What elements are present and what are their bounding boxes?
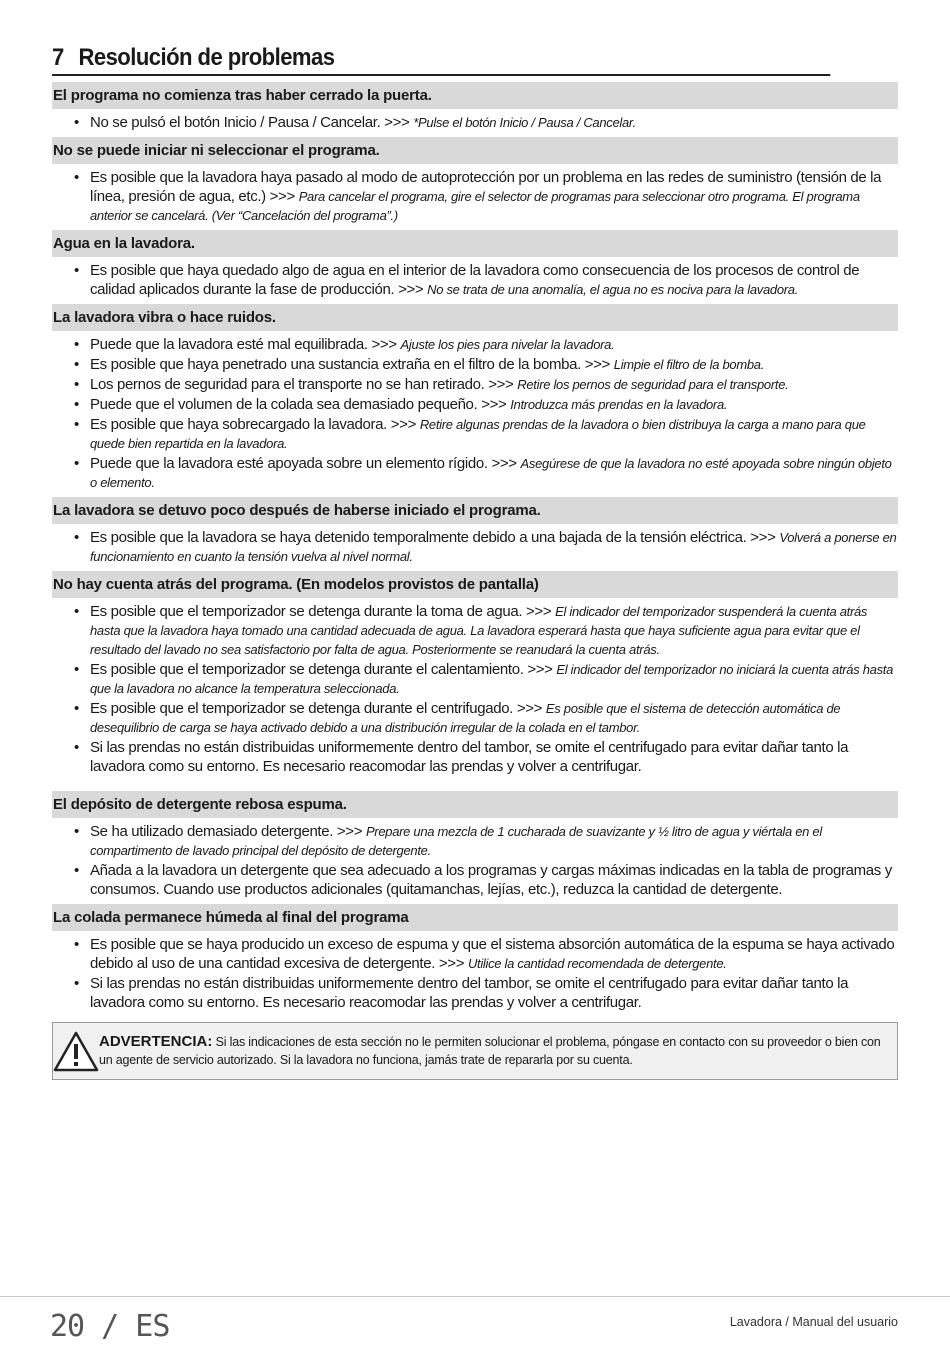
warning-body: Si las indicaciones de esta sección no le permiten solucionar el problema, póngase en contacto con su proveedor o bien con un agente de servicio autorizado. Si la lavadora no funciona, jamás trate de repararla por su cuenta. (99, 1035, 881, 1067)
document-title: Lavadora / Manual del usuario (729, 1315, 898, 1329)
problem-heading: La colada permanece húmeda al final del programa (52, 904, 898, 931)
list-item (90, 454, 898, 492)
problem-heading: La lavadora se detuvo poco después de haberse iniciado el programa. (52, 497, 898, 524)
cause-text: Puede que el volumen de la colada sea demasiado pequeño. >>> (90, 396, 507, 413)
remedy-text: Volverá a ponerse en funcionamiento en cuanto la tensión vuelva al nivel normal. (90, 530, 897, 564)
list-item (90, 822, 898, 860)
warning-triangle-icon (53, 1030, 99, 1072)
warning-box (52, 1022, 898, 1080)
cause-list (52, 822, 898, 899)
cause-text: Es posible que haya penetrado una sustancia extraña en el filtro de la bomba. >>> (90, 356, 610, 373)
remedy-text: Es posible que el sistema de detección automática de desequilibrio de carga se haya activado debido a una distribución irregular de la colada en el tambor. (90, 701, 841, 735)
warning-text (99, 1033, 887, 1069)
problem-section (52, 230, 898, 299)
list-item (90, 528, 898, 566)
remedy-text: Utilice la cantidad recomendada de detergente. (467, 956, 727, 971)
remedy-text: Asegúrese de que la lavadora no esté apoyada sobre ningún objeto o elemento. (90, 456, 892, 490)
list-item (90, 395, 898, 414)
cause-text: Es posible que el temporizador se detenga durante la toma de agua. >>> (90, 603, 552, 620)
list-item (90, 602, 898, 659)
remedy-text: Para cancelar el programa, gire el selector de programas para seleccionar otro programa. El programa anterior se cancelará. (Ver “Cancelación del programa”.) (90, 189, 860, 223)
list-item (90, 375, 898, 394)
problem-section (52, 304, 898, 492)
problem-section (52, 497, 898, 566)
list-item (90, 935, 898, 973)
list-item (90, 699, 898, 737)
problem-heading: No se puede iniciar ni seleccionar el programa. (52, 137, 898, 164)
page-number: 20 / ES (50, 1309, 170, 1344)
cause-text: Es posible que la lavadora se haya detenido temporalmente debido a una bajada de la tensión eléctrica. >>> (90, 529, 776, 546)
cause-text: Es posible que la lavadora haya pasado al modo de autoprotección por un problema en las redes de suministro (tensión de la línea, presión de agua, etc.) >>> (90, 169, 882, 205)
remedy-text: *Pulse el botón Inicio / Pausa / Cancelar. (413, 115, 636, 130)
list-item (90, 335, 898, 354)
page-footer (0, 1296, 950, 1349)
page (52, 44, 898, 1080)
cause-text: Es posible que el temporizador se detenga durante el calentamiento. >>> (90, 661, 553, 678)
problem-heading: El programa no comienza tras haber cerrado la puerta. (52, 82, 898, 109)
cause-text: Es posible que el temporizador se detenga durante el centrifugado. >>> (90, 700, 543, 717)
cause-text: Es posible que haya sobrecargado la lavadora. >>> (90, 416, 417, 433)
remedy-text: Retire algunas prendas de la lavadora o bien distribuya la carga a mano para que quede bien repartida en la lavadora. (90, 417, 866, 451)
list-item (90, 168, 898, 225)
problem-heading: La lavadora vibra o hace ruidos. (52, 304, 898, 331)
cause-text: Si las prendas no están distribuidas uniformemente dentro del tambor, se omite el centrifugado para evitar dañar tanto la lavadora como su entorno. Es necesario reacomodar las prendas y volver a centrifugar. (90, 975, 849, 1011)
troubleshooting-sections (52, 82, 898, 1012)
problem-section (52, 571, 898, 791)
remedy-text: Limpie el filtro de la bomba. (613, 357, 765, 372)
list-item (90, 113, 898, 132)
problem-heading: No hay cuenta atrás del programa. (En modelos provistos de pantalla) (52, 571, 898, 598)
remedy-text: Ajuste los pies para nivelar la lavadora. (400, 337, 615, 352)
problem-heading: Agua en la lavadora. (52, 230, 898, 257)
remedy-text: Retire los pernos de seguridad para el transporte. (517, 377, 789, 392)
chapter-title (52, 44, 830, 76)
cause-text: Se ha utilizado demasiado detergente. >>> (90, 823, 363, 840)
cause-text: Es posible que haya quedado algo de agua en el interior de la lavadora como consecuencia de los procesos de control de calidad aplicados durante la fase de producción. >>> (90, 262, 860, 298)
cause-list (52, 602, 898, 776)
cause-text: Es posible que se haya producido un exceso de espuma y que el sistema absorción automática de la espuma se haya activado debido al uso de una cantidad excesiva de detergente. >>> (90, 936, 895, 972)
list-item (90, 415, 898, 453)
cause-list (52, 335, 898, 492)
list-item (90, 861, 898, 899)
problem-heading: El depósito de detergente rebosa espuma. (52, 791, 898, 818)
section-spacer (52, 781, 898, 791)
cause-text: Puede que la lavadora esté apoyada sobre un elemento rígido. >>> (90, 455, 517, 472)
remedy-text: Prepare una mezcla de 1 cucharada de suavizante y ½ litro de agua y viértala en el compartimento de lavado principal del depósito de detergente. (90, 824, 822, 858)
list-item (90, 660, 898, 698)
cause-list (52, 261, 898, 299)
problem-section (52, 137, 898, 225)
cause-list (52, 528, 898, 566)
cause-list (52, 113, 898, 132)
cause-list (52, 168, 898, 225)
remedy-text: No se trata de una anomalía, el agua no es nociva para la lavadora. (427, 282, 799, 297)
problem-section (52, 791, 898, 899)
cause-text: Los pernos de seguridad para el transporte no se han retirado. >>> (90, 376, 514, 393)
problem-section (52, 82, 898, 132)
cause-text: Puede que la lavadora esté mal equilibrada. >>> (90, 336, 397, 353)
problem-section (52, 904, 898, 1012)
cause-list (52, 935, 898, 1012)
list-item (90, 261, 898, 299)
list-item (90, 738, 898, 776)
cause-text: No se pulsó el botón Inicio / Pausa / Cancelar. >>> (90, 114, 410, 131)
list-item (90, 355, 898, 374)
cause-text: Si las prendas no están distribuidas uniformemente dentro del tambor, se omite el centrifugado para evitar dañar tanto la lavadora como su entorno. Es necesario reacomodar las prendas y volver a centrifugar. (90, 739, 849, 775)
chapter-title-text: Resolución de problemas (78, 44, 335, 71)
list-item (90, 974, 898, 1012)
cause-text: Añada a la lavadora un detergente que sea adecuado a los programas y cargas máximas indicadas en la tabla de programas y consumos. Cuando use productos adicionales (quitamanchas, lejías, etc.), reduzca la cantidad de detergente. (90, 862, 892, 898)
remedy-text: Introduzca más prendas en la lavadora. (510, 397, 728, 412)
remedy-text: El indicador del temporizador suspenderá la cuenta atrás hasta que la lavadora haya tomado una cantidad adecuada de agua. La lavadora esperará hasta que haya suficiente agua para evitar que el resultado del lavado no sea satisfactorio por falta de agua. Posteriormente se reanudará la cuenta atrás. (90, 604, 868, 657)
chapter-number: 7 (52, 44, 64, 71)
remedy-text: El indicador del temporizador no iniciará la cuenta atrás hasta que la lavadora no alcance la temperatura seleccionada. (90, 662, 894, 696)
warning-label: ADVERTENCIA: (99, 1033, 213, 1050)
